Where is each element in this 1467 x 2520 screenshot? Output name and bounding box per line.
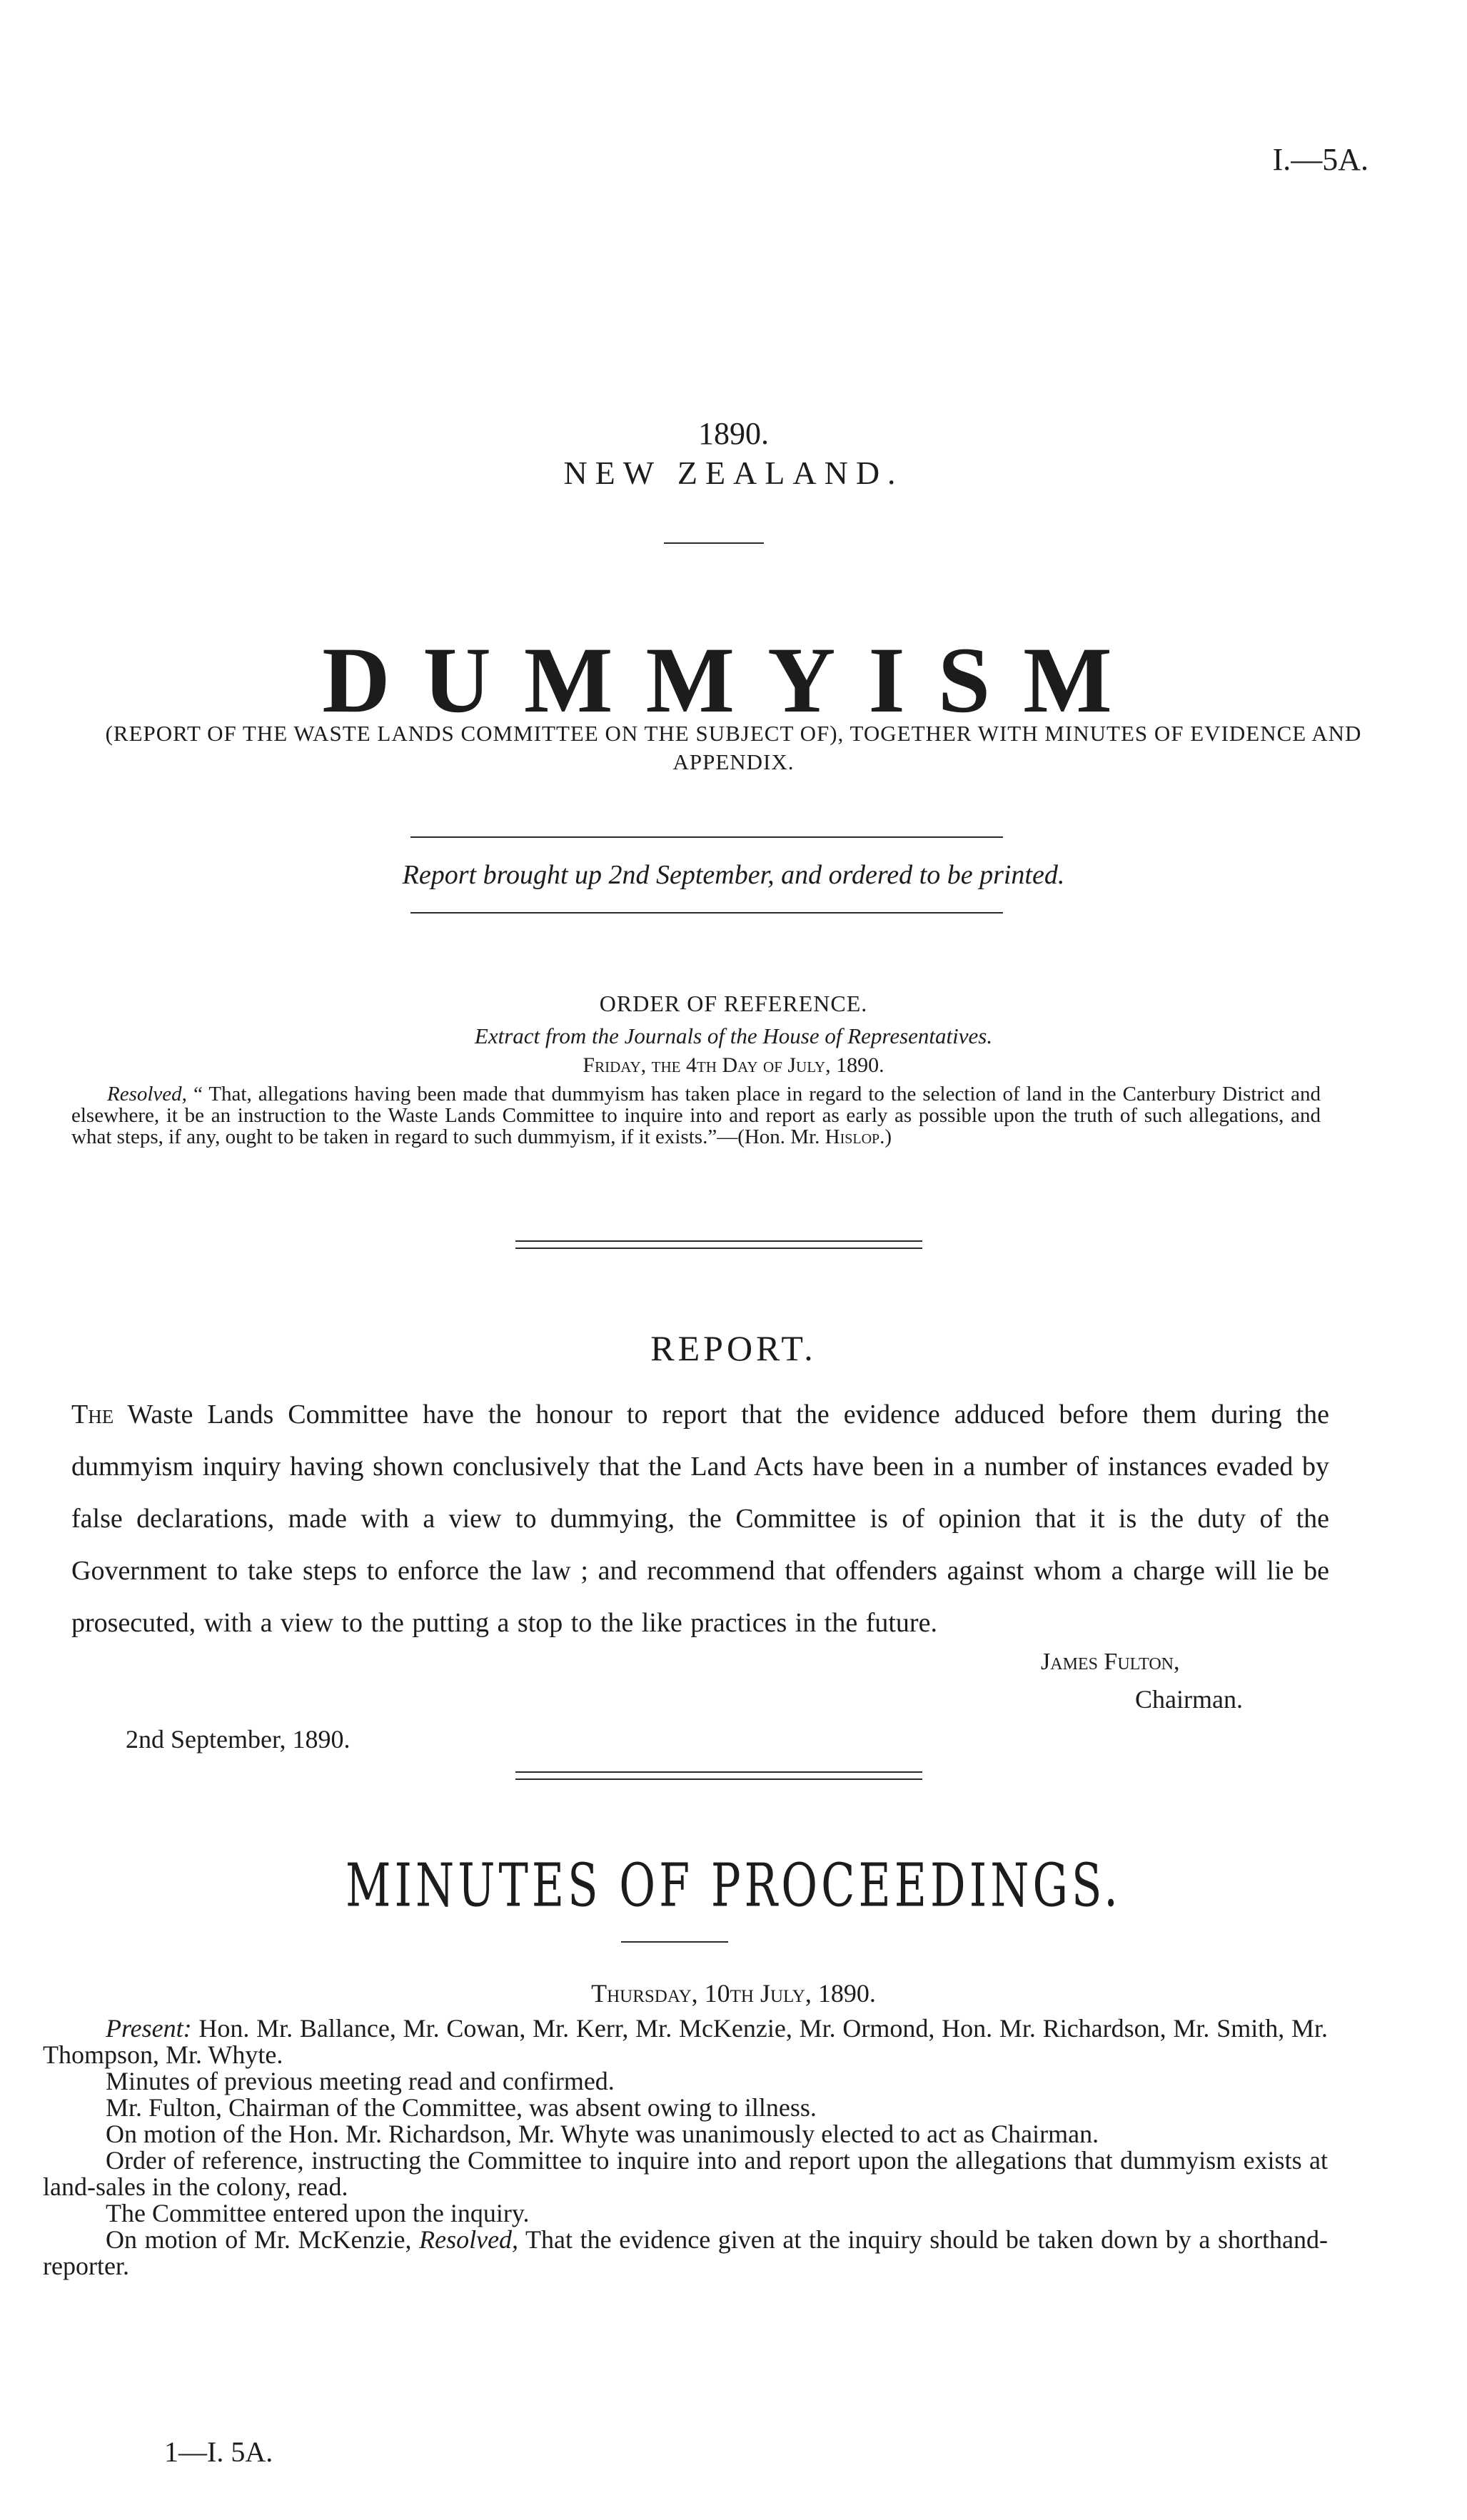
minutes-body bbox=[43, 2015, 1328, 2279]
order-resolution bbox=[71, 1083, 1321, 1148]
report-heading: REPORT. bbox=[650, 1328, 817, 1368]
double-rule-bottom bbox=[515, 1248, 922, 1249]
report-brought-note: Report brought up 2nd September, and ordered to be printed. bbox=[402, 860, 1065, 890]
document-subtitle: (REPORT OF THE WASTE LANDS COMMITTEE ON THE SUBJECT OF), TOGETHER WITH MINUTES OF EVIDENCE AND APPENDIX. bbox=[105, 721, 1362, 774]
resolution-mover: Hislop bbox=[825, 1125, 880, 1148]
double-rule-bottom bbox=[515, 1778, 922, 1780]
country-heading: NEW ZEALAND. bbox=[563, 455, 904, 491]
minutes-paragraph: Minutes of previous meeting read and confirmed. bbox=[106, 2067, 615, 2095]
present-members: Hon. Mr. Ballance, Mr. Cowan, Mr. Kerr, Mr. McKenzie, Mr. Ormond, Hon. Mr. Richardson, Mr. Smith, Mr. Thompson, Mr. Whyte. bbox=[43, 2014, 1328, 2069]
motion-intro: On motion of Mr. McKenzie, bbox=[106, 2225, 420, 2254]
resolution-text: “ That, allegations having been made that dummyism has taken place in regard to the selection of land in the Canterbury District and elsewhere, it be an instruction to the Waste Lands Committee to inquire into and report as early as possible upon the truth of such allegations, and what steps, if any, ought to be taken in regard to such dummyism, if it exists.”—(Hon. Mr. bbox=[71, 1083, 1321, 1148]
report-body bbox=[71, 1389, 1329, 1649]
motion-text: That the evidence given at the inquiry should be taken down by a shorthand-reporter. bbox=[43, 2225, 1328, 2280]
minutes-paragraph: On motion of the Hon. Mr. Richardson, Mr. Whyte was unanimously elected to act as Chairman. bbox=[106, 2120, 1099, 2148]
minutes-paragraph: Mr. Fulton, Chairman of the Committee, was absent owing to illness. bbox=[106, 2093, 817, 2122]
report-lead-word: The bbox=[71, 1400, 114, 1429]
divider-lower bbox=[410, 912, 1003, 914]
meeting-date: Thursday, 10th July, 1890. bbox=[591, 1979, 876, 2008]
report-date: 2nd September, 1890. bbox=[126, 1725, 351, 1754]
divider-upper bbox=[410, 836, 1003, 838]
signatory-name: James Fulton, bbox=[1041, 1649, 1180, 1675]
page-number: I.—5A. bbox=[1272, 142, 1368, 177]
minutes-present bbox=[43, 2015, 1328, 2068]
double-rule-top bbox=[515, 1240, 922, 1242]
journal-extract-note: Extract from the Journals of the House of Representatives. bbox=[474, 1023, 993, 1048]
resolution-end: .) bbox=[879, 1125, 892, 1148]
minutes-paragraph bbox=[43, 2227, 1328, 2279]
present-label: Present: bbox=[106, 2014, 192, 2043]
order-date: Friday, the 4th Day of July, 1890. bbox=[583, 1053, 884, 1077]
document-title: DUMMYISM bbox=[322, 627, 1145, 732]
resolved-label: Resolved, bbox=[419, 2225, 519, 2254]
report-text: Waste Lands Committee have the honour to report that the evidence adduced before them during the dummyism inquiry having shown conclusively that the Land Acts have been in a number of instances evaded by false declarations, made with a view to dummying, the Committee is of opinion that it is the duty of the Government to take steps to enforce the law ; and recommend that offenders against whom a charge will lie be prosecuted, with a view to the putting a stop to the like practices in the future. bbox=[71, 1400, 1329, 1638]
minutes-paragraph: The Committee entered upon the inquiry. bbox=[106, 2199, 530, 2227]
divider-short bbox=[621, 1941, 728, 1943]
divider-short bbox=[664, 542, 764, 544]
order-of-reference-heading: ORDER OF REFERENCE. bbox=[599, 991, 868, 1016]
signature-mark: 1—I. 5A. bbox=[164, 2436, 273, 2468]
signatory-role: Chairman. bbox=[1135, 1685, 1243, 1714]
double-rule-top bbox=[515, 1771, 922, 1773]
minutes-paragraph: Order of reference, instructing the Committee to inquire into and report upon the allegations that dummyism exists at land-sales in the colony, read. bbox=[43, 2146, 1328, 2201]
resolved-label: Resolved, bbox=[107, 1083, 187, 1105]
document-year: 1890. bbox=[698, 416, 769, 451]
minutes-heading: MINUTES OF PROCEEDINGS. bbox=[346, 1850, 1121, 1921]
